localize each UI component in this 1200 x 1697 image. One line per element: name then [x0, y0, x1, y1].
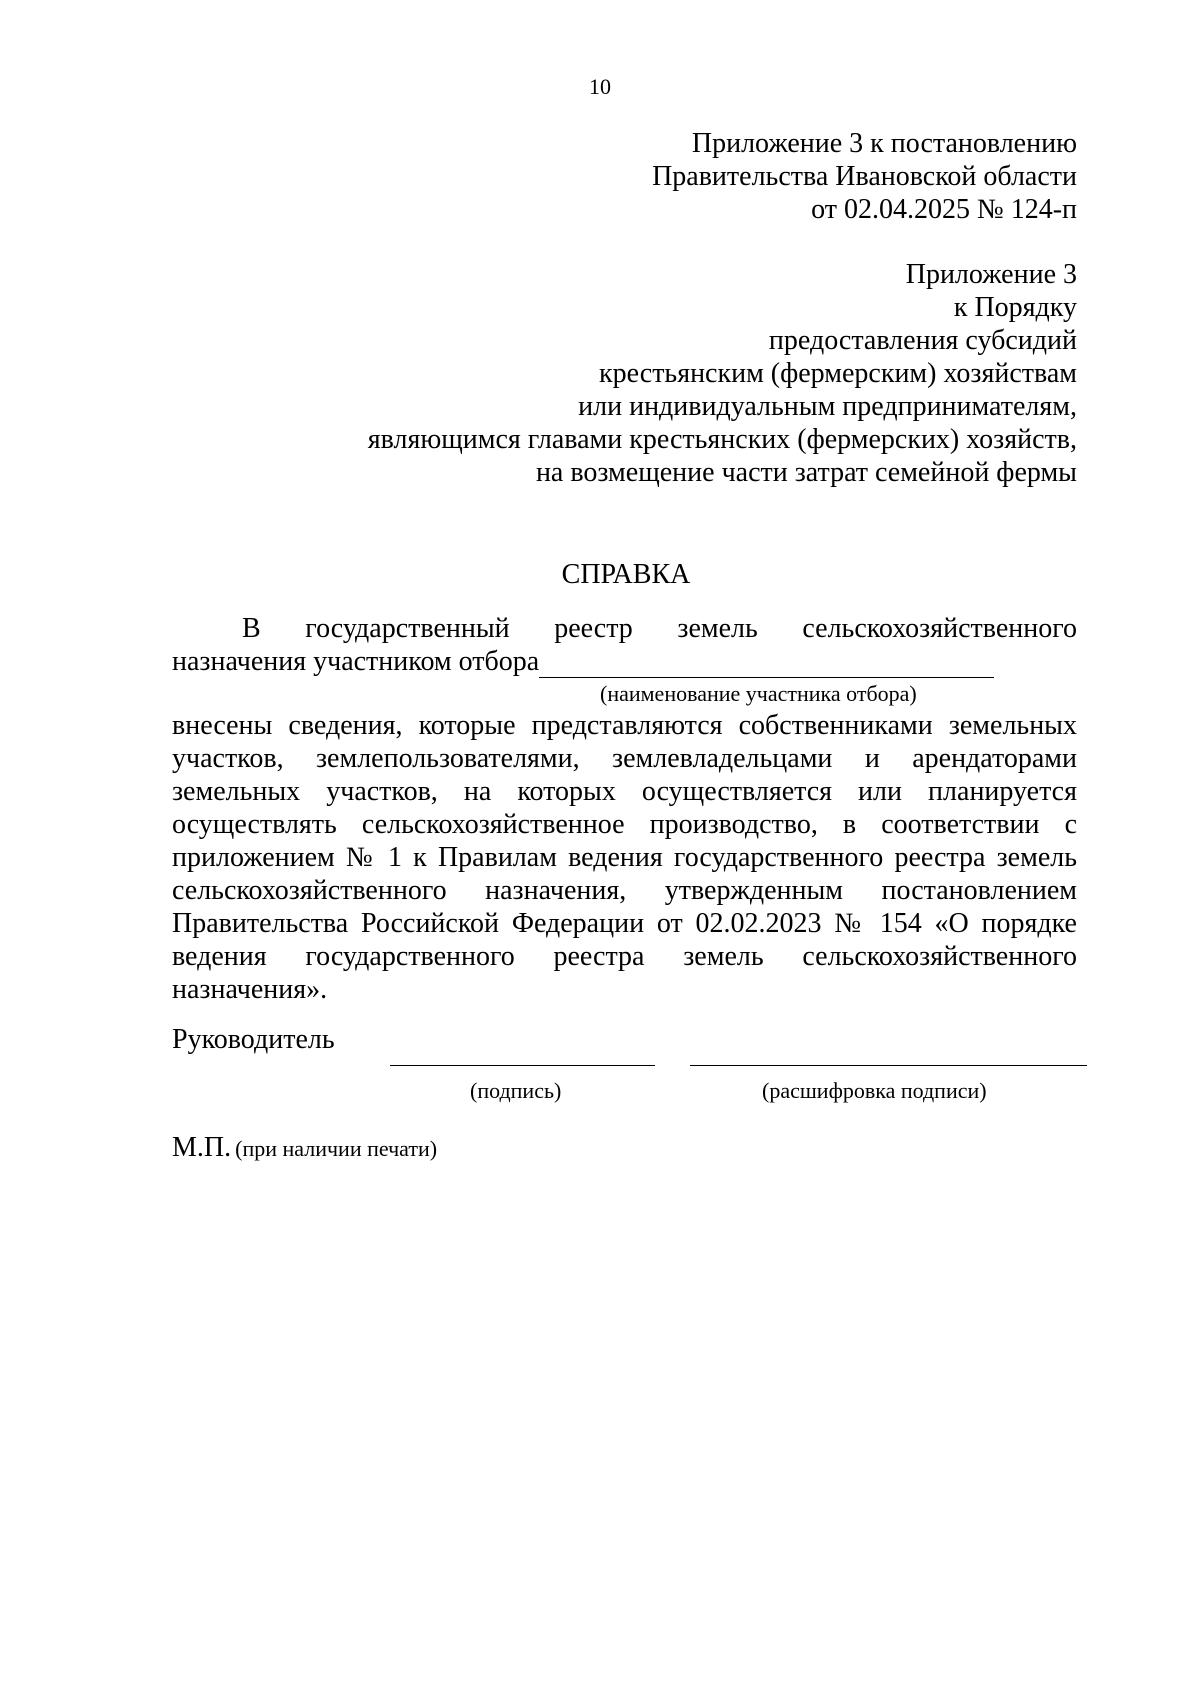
signature-decode-caption: (расшифровка подписи): [762, 1078, 987, 1103]
signature-decode-blank: [690, 1065, 1087, 1066]
paragraph-main: внесены сведения, которые представляются собственниками земельных участков, землепользователями, землевладельцами и арендаторами земельных участков, на которых осуществляется или планируется осуществлять сельскохозяйственное производство, в соответствии с приложением № 1 к Правилам ведения государственного реестра земель сельскохозяйственного назначения, утвержденным постановлением Правительства Российской Федерации от 02.02.2023 № 154 «О порядке ведения государственного реестра земель сельскохозяйственного назначения».: [172, 710, 1077, 1005]
stamp-line: [172, 1131, 437, 1166]
appendix-line: крестьянским (фермерским) хозяйствам: [599, 358, 1077, 389]
signature-label: Руководитель: [172, 1024, 335, 1055]
participant-label: назначения участником отбора: [172, 646, 540, 677]
appendix-line: являющимся главами крестьянских (фермерских) хозяйств,: [367, 424, 1077, 455]
approval-line: от 02.04.2025 № 124-п: [811, 194, 1077, 225]
appendix-line: на возмещение части затрат семейной фермы: [535, 457, 1077, 488]
participant-line: [172, 645, 1077, 678]
appendix-line: или индивидуальным предпринимателям,: [578, 391, 1077, 422]
stamp-note: (при наличии печати): [235, 1136, 438, 1161]
approval-line: Приложение 3 к постановлению: [691, 128, 1077, 159]
stamp-label: М.П.: [172, 1132, 232, 1163]
signature-caption: (подпись): [470, 1078, 562, 1103]
paragraph-intro: [172, 612, 1077, 678]
document-title: СПРАВКА: [561, 559, 691, 590]
appendix-line: к Порядку: [953, 292, 1077, 323]
appendix-header: [368, 258, 1077, 489]
signature-blank: [390, 1065, 655, 1066]
approval-line: Правительства Ивановской области: [652, 161, 1077, 192]
participant-name-blank: [539, 651, 994, 678]
participant-caption: (наименование участника отбора): [600, 681, 917, 706]
appendix-line: Приложение 3: [905, 259, 1077, 290]
appendix-line: предоставления субсидий: [768, 325, 1077, 356]
approval-header: [652, 127, 1077, 226]
intro-line: В государственный реестр земель сельскохозяйственного: [242, 613, 1077, 644]
page-number: 10: [589, 74, 611, 99]
